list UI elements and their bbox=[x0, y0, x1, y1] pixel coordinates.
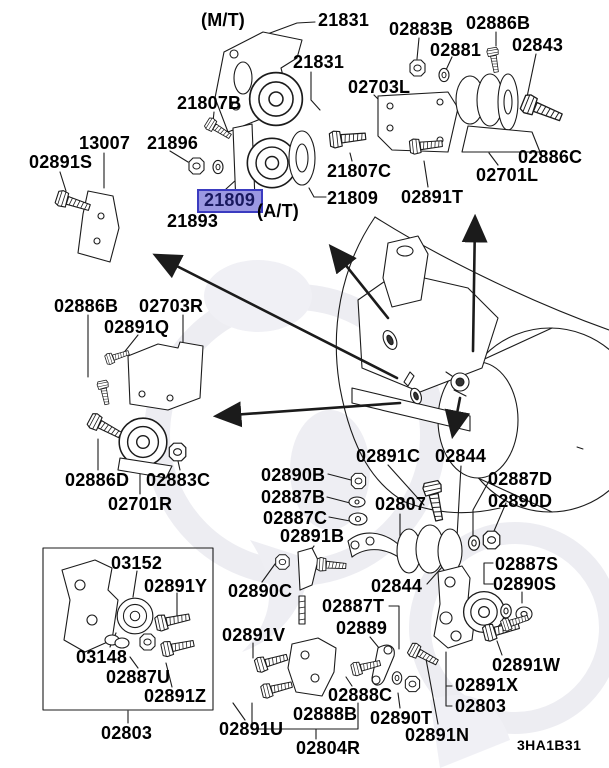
part-21831-at[interactable]: 21831 bbox=[293, 52, 345, 72]
part-02883C[interactable]: 02883C bbox=[146, 470, 211, 490]
part-02886B-mid[interactable]: 02886B bbox=[54, 296, 119, 316]
part-02890B[interactable]: 02890B bbox=[261, 465, 326, 485]
part-02889[interactable]: 02889 bbox=[336, 618, 388, 638]
part-02891Y[interactable]: 02891Y bbox=[144, 576, 208, 596]
part-02888C[interactable]: 02888C bbox=[328, 685, 393, 705]
part-02890C[interactable]: 02890C bbox=[228, 581, 293, 601]
part-02844-lower[interactable]: 02844 bbox=[371, 576, 423, 596]
part-02887B[interactable]: 02887B bbox=[261, 487, 326, 507]
part-02891Z[interactable]: 02891Z bbox=[144, 686, 207, 706]
part-02890T[interactable]: 02890T bbox=[370, 708, 433, 728]
part-21809[interactable]: 21809 bbox=[327, 188, 379, 208]
part-02881[interactable]: 02881 bbox=[430, 40, 482, 60]
part-02890S[interactable]: 02890S bbox=[493, 574, 557, 594]
part-02891U[interactable]: 02891U bbox=[219, 719, 284, 739]
part-02886D[interactable]: 02886D bbox=[65, 470, 130, 490]
part-02891S[interactable]: 02891S bbox=[29, 152, 93, 172]
part-02887T[interactable]: 02887T bbox=[322, 596, 385, 616]
part-02701L[interactable]: 02701L bbox=[476, 165, 539, 185]
part-21893[interactable]: 21893 bbox=[167, 211, 219, 231]
part-02844-upper[interactable]: 02844 bbox=[435, 446, 487, 466]
part-02891V[interactable]: 02891V bbox=[222, 625, 286, 645]
part-02888B[interactable]: 02888B bbox=[293, 704, 358, 724]
part-21807C[interactable]: 21807C bbox=[327, 161, 392, 181]
part-03148[interactable]: 03148 bbox=[76, 647, 128, 667]
part-02887C[interactable]: 02887C bbox=[263, 508, 328, 528]
part-02701R[interactable]: 02701R bbox=[108, 494, 173, 514]
part-02891C[interactable]: 02891C bbox=[356, 446, 421, 466]
part-02803-right[interactable]: 02803 bbox=[455, 696, 507, 716]
part-02804R[interactable]: 02804R bbox=[296, 738, 361, 758]
part-02891B[interactable]: 02891B bbox=[280, 526, 345, 546]
part-21807B[interactable]: 21807B bbox=[177, 93, 242, 113]
part-21896[interactable]: 21896 bbox=[147, 133, 199, 153]
part-02891X[interactable]: 02891X bbox=[455, 675, 519, 695]
part-02891W[interactable]: 02891W bbox=[492, 655, 561, 675]
note-mt: (M/T) bbox=[201, 10, 245, 30]
part-02703L[interactable]: 02703L bbox=[348, 77, 411, 97]
part-02891N[interactable]: 02891N bbox=[405, 725, 470, 745]
part-02891T[interactable]: 02891T bbox=[401, 187, 464, 207]
part-02843[interactable]: 02843 bbox=[512, 35, 564, 55]
part-02886C[interactable]: 02886C bbox=[518, 147, 583, 167]
part-13007[interactable]: 13007 bbox=[79, 133, 131, 153]
part-02883B[interactable]: 02883B bbox=[389, 19, 454, 39]
part-02886B-top[interactable]: 02886B bbox=[466, 13, 531, 33]
part-02891Q[interactable]: 02891Q bbox=[104, 317, 170, 337]
part-02887S[interactable]: 02887S bbox=[495, 554, 559, 574]
part-02887D[interactable]: 02887D bbox=[488, 469, 553, 489]
diagram-code: 3HA1B31 bbox=[517, 737, 582, 753]
part-03152[interactable]: 03152 bbox=[111, 553, 163, 573]
note-at: (A/T) bbox=[257, 201, 299, 221]
part-02807[interactable]: 02807 bbox=[375, 494, 427, 514]
part-02703R[interactable]: 02703R bbox=[139, 296, 204, 316]
part-02890D[interactable]: 02890D bbox=[488, 491, 553, 511]
part-02803-box[interactable]: 02803 bbox=[101, 723, 153, 743]
part-21809-selected[interactable]: 21809 bbox=[197, 189, 263, 213]
part-02887U[interactable]: 02887U bbox=[106, 667, 171, 687]
part-21831-mt[interactable]: 21831 bbox=[318, 10, 370, 30]
